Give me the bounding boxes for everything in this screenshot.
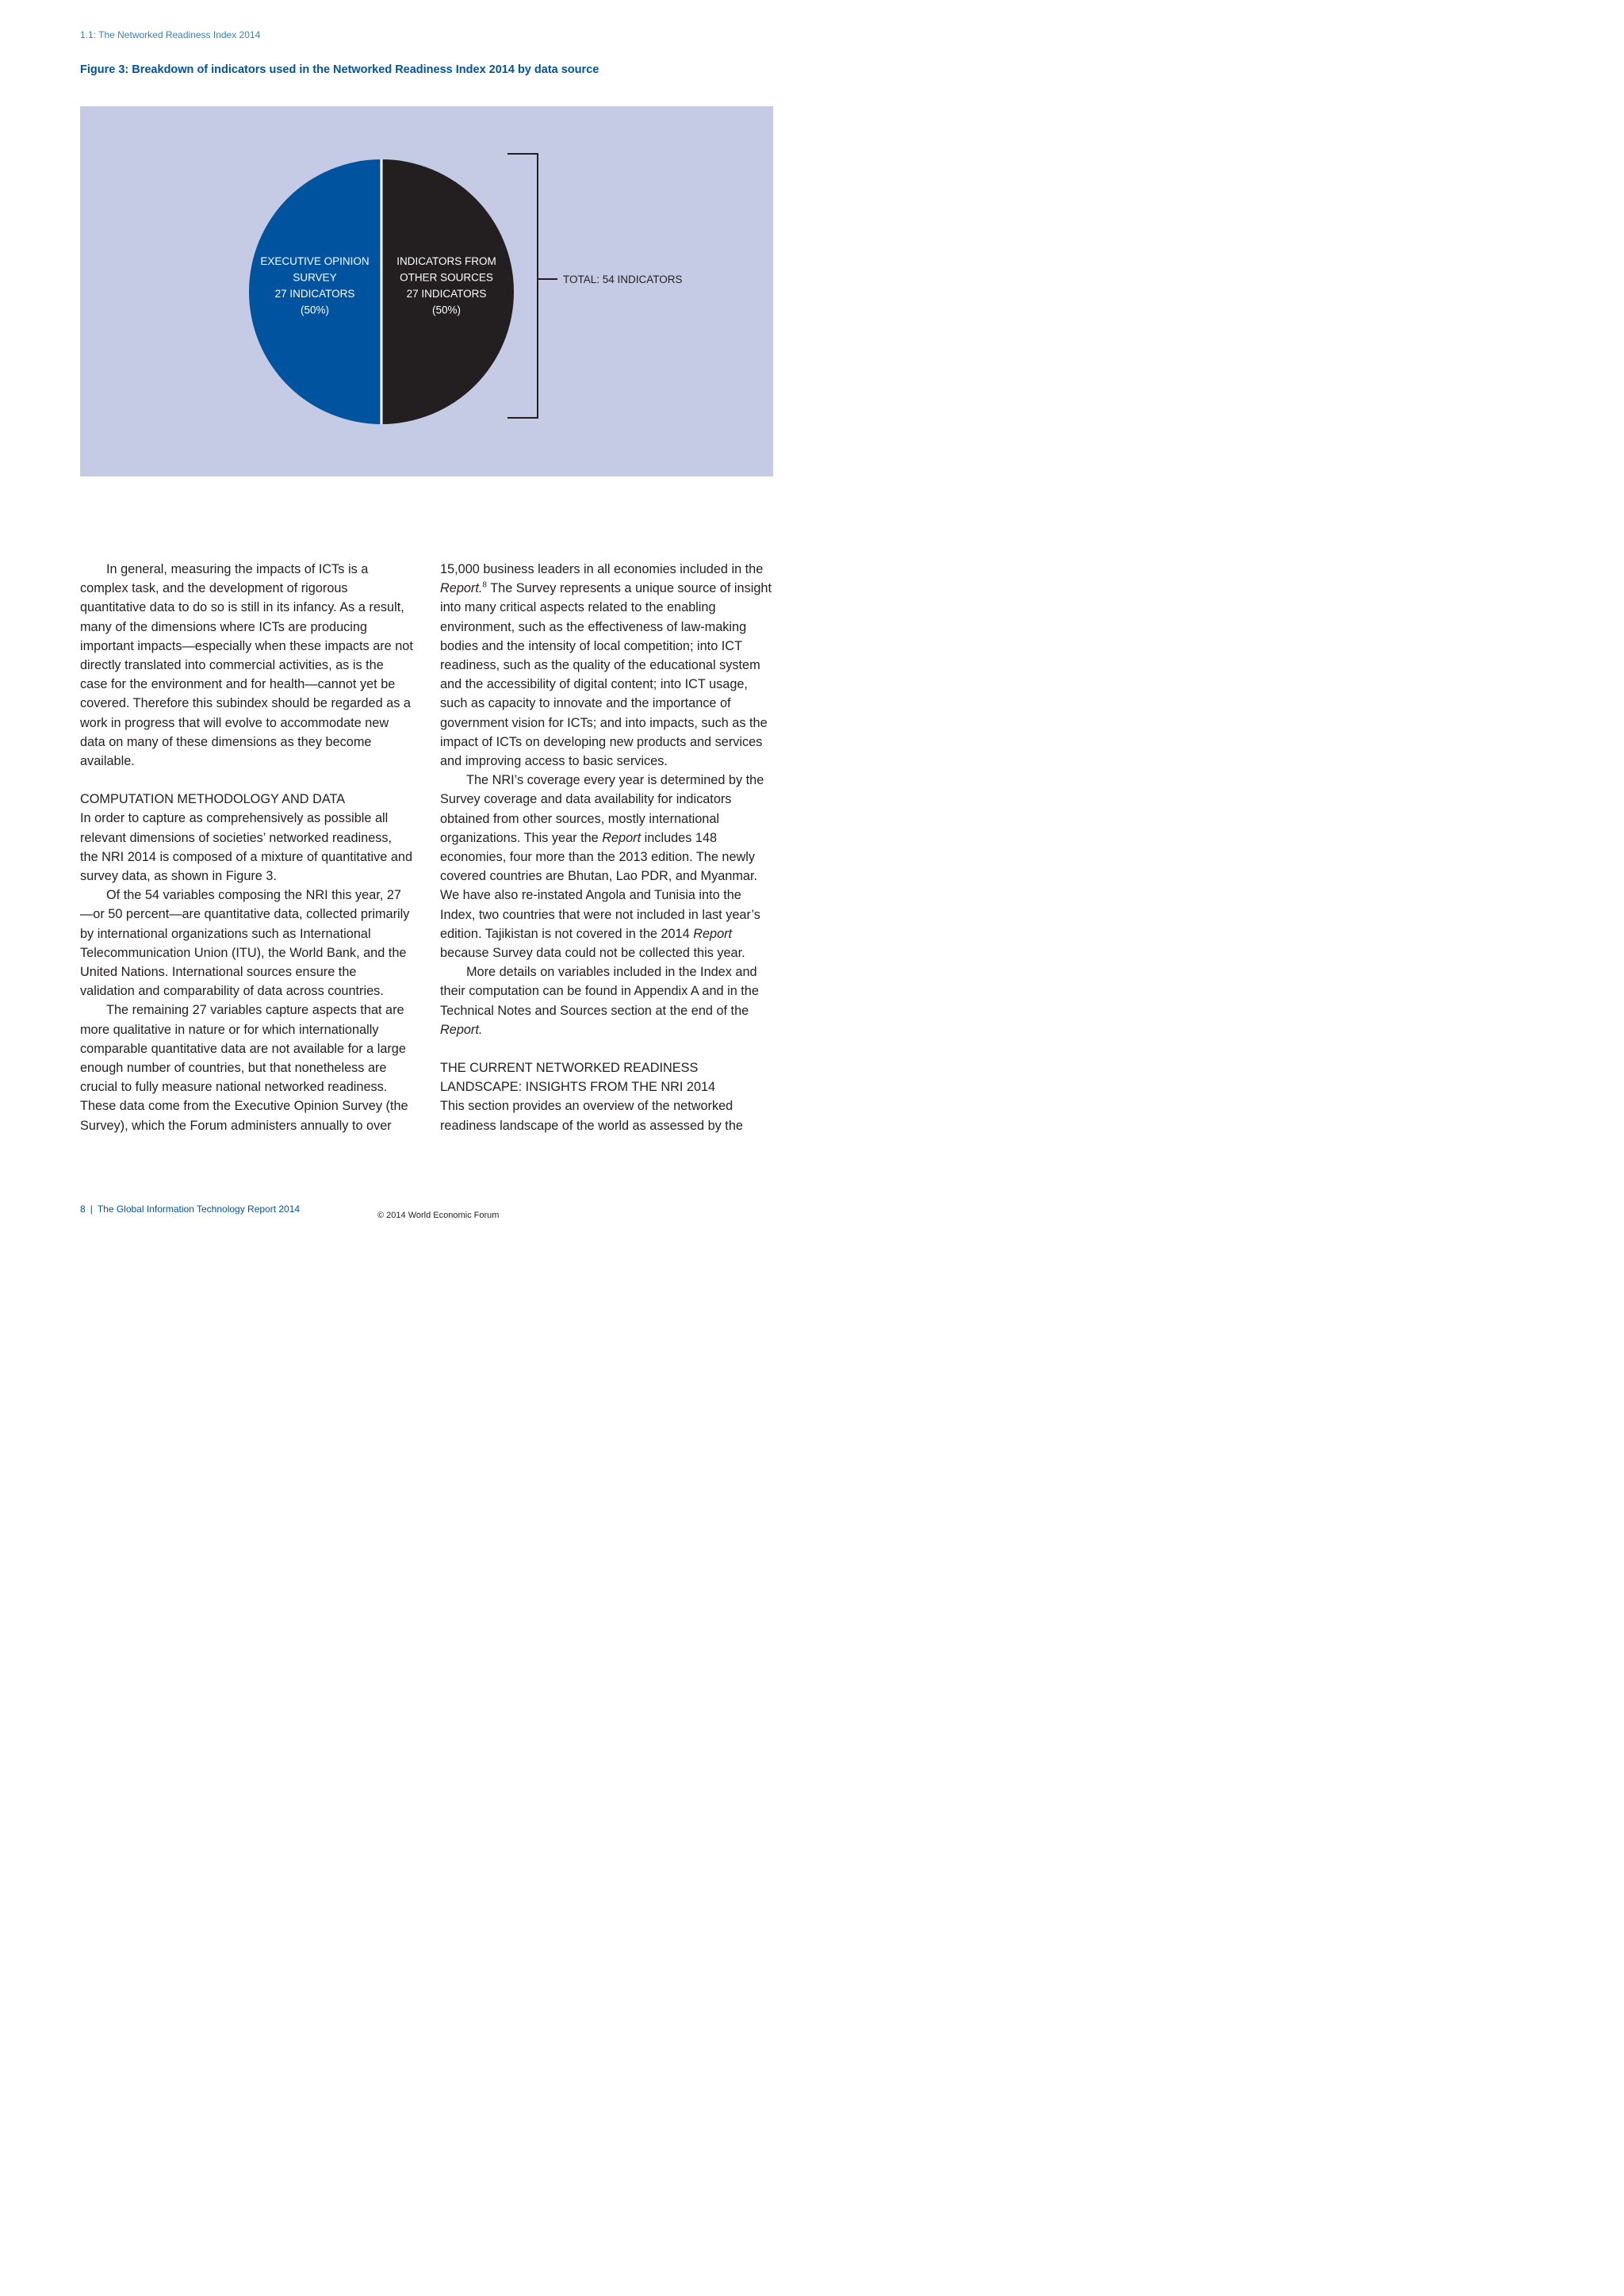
paragraph-section-overview: This section provides an overview of the networked readiness landscape of the world as assessed by the	[440, 1099, 743, 1133]
page-footer	[80, 1203, 300, 1215]
heading-computation-methodology: COMPUTATION METHODOLOGY AND DATA	[80, 792, 346, 807]
left-column	[80, 560, 413, 1135]
paragraph-coverage: The NRI’s coverage every year is determined by the Survey coverage and data availability for indicators obtained from other sources, mostly international organizations. This year the Report includes 148 economies, four more than the 2013 edition. The newly covered countries are Bhutan, Lao PDR, and Myanmar. We have also re-instated Angola and Tunisia into the Index, two countries that were not included in last year’s edition. Tajikistan is not covered in the 2014 Report because Survey data could not be collected this year.	[440, 773, 764, 961]
slice-label-other-sources: INDICATORS FROM OTHER SOURCES 27 INDICATORS (50%)	[396, 255, 496, 316]
page-number: 8	[80, 1203, 86, 1215]
figure-3-chart	[80, 106, 773, 476]
right-column	[440, 560, 773, 1135]
slice-label-survey: EXECUTIVE OPINION SURVEY 27 INDICATORS (50%)	[260, 255, 370, 316]
heading-current-landscape: THE CURRENT NETWORKED READINESS LANDSCAPE: INSIGHTS FROM THE NRI 2014	[440, 1061, 716, 1095]
copyright-notice: © 2014 World Economic Forum	[377, 1211, 500, 1220]
publication-title: The Global Information Technology Report 2014	[97, 1203, 301, 1215]
paragraph-capture-dimensions: In order to capture as comprehensively as possible all relevant dimensions of societies’ networked readiness, the NRI 2014 is composed of a mixture of quantitative and survey data, as shown in Figure 3.	[80, 811, 413, 884]
paragraph-remaining-27: The remaining 27 variables capture aspects that are more qualitative in nature or for which internationally comparable quantitative data are not available for a large enough number of countries, but that nonetheless are crucial to fully measure national networked readiness. These data come from the Executive Opinion Survey (the Survey), which the Forum administers annually to over	[80, 1003, 408, 1133]
figure-title: Figure 3: Breakdown of indicators used in the Networked Readiness Index 2014 by data source	[80, 63, 599, 76]
total-annotation: TOTAL: 54 INDICATORS	[563, 274, 683, 285]
paragraph-ict-impacts: In general, measuring the impacts of ICTs is a complex task, and the development of rigorous quantitative data to do so is still in its infancy. As a result, many of the dimensions where ICTs are producing important impacts—especially when these impacts are not directly translated into commercial activities, as is the case for the environment and for health—cannot yet be covered. Therefore this subindex should be regarded as a work in progress that will evolve to accommodate new data on many of these dimensions as they become available.	[80, 562, 413, 769]
pie-chart	[80, 106, 773, 476]
paragraph-54-variables: Of the 54 variables composing the NRI this year, 27—or 50 percent—are quantitative data, collected primarily by international organizations such as International Telecommunication Union (ITU), the World Bank, and the United Nations. International sources ensure the validation and comparability of data across countries.	[80, 888, 410, 999]
paragraph-more-details: More details on variables included in the Index and their computation can be found in Appendix A and in the Technical Notes and Sources section at the end of the Report.	[440, 965, 759, 1037]
paragraph-survey-source: 15,000 business leaders in all economies included in the Report.$^8$ The Survey represents a unique source of insight into many critical aspects related to the enabling environment, such as the effectiveness of law-making bodies and the intensity of local competition; into ICT readiness, such as the quality of the educational system and the accessibility of digital content; into ICT usage, such as capacity to innovate and the importance of government vision for ICTs; and into impacts, such as the impact of ICTs on developing new products and services and improving access to basic services.	[440, 562, 772, 769]
total-bracket	[508, 154, 557, 418]
running-head: 1.1: The Networked Readiness Index 2014	[80, 29, 261, 40]
footer-separator: |	[90, 1203, 93, 1215]
